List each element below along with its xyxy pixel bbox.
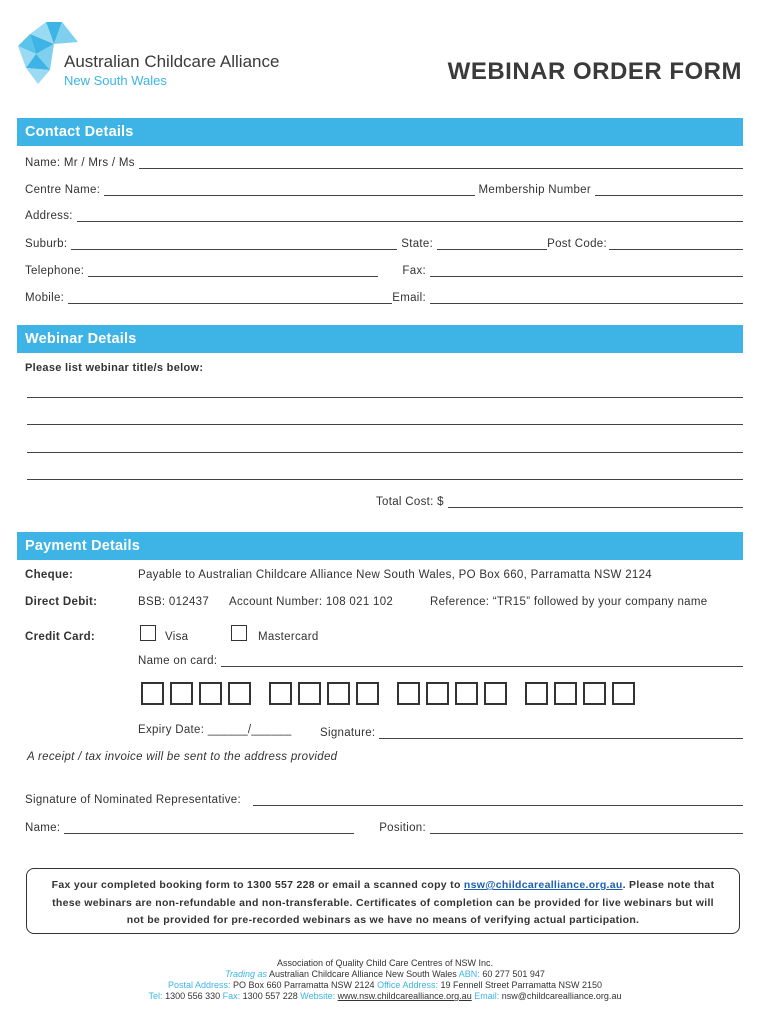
footer-email-label: Email: [474,991,500,1001]
expiry-date-field[interactable]: Expiry Date: ______/______ [138,724,292,736]
rep-signature-label: Signature of Nominated Representative: [25,794,241,806]
membership-field[interactable] [595,184,743,196]
footer-association: Association of Quality Child Care Centres of NSW Inc. [276,958,494,968]
mastercard-label: Mastercard [258,631,319,643]
address-field[interactable] [77,210,743,222]
footer-postal: PO Box 660 Parramatta NSW 2124 [233,980,375,990]
notice-line-3: not be provided for pre-recorded webinars as we have no means of verifying actual participation. [126,914,640,926]
org-subtitle: New South Wales [64,73,167,88]
rep-signature-field[interactable] [253,794,743,806]
suburb-field[interactable] [71,238,397,250]
payment-details-heading: Payment Details [17,532,743,560]
footer-trading-line [0,969,770,981]
fax-field[interactable] [430,265,743,277]
reference-text: Reference: “TR15” followed by your company name [430,596,708,608]
card-digit-box[interactable] [170,682,193,705]
name-on-card-row [138,651,743,667]
suburb-row [25,234,743,250]
name-row [25,153,743,169]
card-digit-box[interactable] [554,682,577,705]
address-label: Address: [25,210,73,222]
footer-address-line [0,980,770,992]
footer-contact-line [0,991,770,1003]
total-cost-field[interactable] [448,496,743,508]
notice-email-link[interactable]: nsw@childcarealliance.org.au [463,879,623,891]
card-digit-box[interactable] [612,682,635,705]
contact-details-heading: Contact Details [17,118,743,146]
card-digit-box[interactable] [525,682,548,705]
mobile-label: Mobile: [25,292,65,304]
state-label: State: [401,238,434,250]
card-signature-label: Signature: [320,727,376,739]
card-digit-box[interactable] [484,682,507,705]
name-label: Name: Mr / Mrs / Ms [25,157,135,169]
footer-email[interactable]: nsw@childcarealliance.org.au [501,991,622,1001]
card-digit-box[interactable] [583,682,606,705]
visa-label: Visa [165,631,189,643]
footer-website-link[interactable]: www.nsw.childcarealliance.org.au [337,991,472,1001]
membership-label: Membership Number [478,184,591,196]
footer-office: 19 Fennell Street Parramatta NSW 2150 [440,980,603,990]
name-on-card-field[interactable] [221,655,743,667]
notice-line-1-end: . Please note that [622,879,715,891]
mastercard-checkbox[interactable] [231,625,247,641]
email-field[interactable] [430,292,743,304]
page-title: WEBINAR ORDER FORM [447,58,742,85]
rep-name-field[interactable] [64,822,354,834]
footer-abn-label: ABN: [458,969,480,979]
telephone-label: Telephone: [25,265,85,277]
card-digit-box[interactable] [455,682,478,705]
footer-postal-label: Postal Address: [167,980,231,990]
card-digit-box[interactable] [298,682,321,705]
footer-office-label: Office Address: [377,980,438,990]
mobile-field[interactable] [68,292,392,304]
fax-label: Fax: [402,265,426,277]
total-cost-label: Total Cost: $ [376,496,444,508]
org-name: Australian Childcare Alliance [64,52,280,71]
footer-trading-name: Australian Childcare Alliance New South Wales [269,969,457,979]
card-digit-box[interactable] [269,682,292,705]
submission-notice [26,868,740,934]
footer-abn: 60 277 501 947 [482,969,545,979]
direct-debit-label: Direct Debit: [25,596,98,608]
bsb-text: BSB: 012437 [138,596,210,608]
rep-position-field[interactable] [430,822,743,834]
name-on-card-label: Name on card: [138,655,218,667]
visa-checkbox[interactable] [140,625,156,641]
mobile-row [25,288,743,304]
notice-line-1: Fax your completed booking form to 1300 557 228 or email a scanned copy to [51,879,464,891]
receipt-note: A receipt / tax invoice will be sent to the address provided [27,751,338,763]
suburb-label: Suburb: [25,238,68,250]
footer-fax-label: Fax: [222,991,241,1001]
card-digit-box[interactable] [141,682,164,705]
card-digit-box[interactable] [397,682,420,705]
webinar-details-heading: Webinar Details [17,325,743,353]
card-signature-row [320,723,743,739]
notice-line-2: these webinars are non-refundable and non-transferable. Certificates of completion can be provided for live webinars but will [52,896,714,909]
footer-tel-label: Tel: [148,991,163,1001]
credit-card-label: Credit Card: [25,631,96,643]
postcode-field[interactable] [609,238,743,250]
footer-trading-label: Trading as [225,969,267,979]
footer-fax: 1300 557 228 [242,991,298,1001]
card-digit-box[interactable] [356,682,379,705]
total-cost-row [376,492,743,508]
cheque-text: Payable to Australian Childcare Alliance New South Wales, PO Box 660, Parramatta NSW 2124 [138,569,652,581]
centre-label: Centre Name: [25,184,101,196]
card-digit-box[interactable] [228,682,251,705]
rep-position-label: Position: [379,822,426,834]
telephone-field[interactable] [88,265,378,277]
rep-name-label: Name: [25,822,61,834]
state-field[interactable] [437,238,547,250]
telephone-row [25,261,743,277]
name-field[interactable] [139,157,743,169]
webinar-title-line-2[interactable] [27,424,743,425]
cheque-label: Cheque: [25,569,74,581]
webinar-title-line-3[interactable] [27,452,743,453]
postcode-label: Post Code: [547,238,607,250]
centre-field[interactable] [104,184,474,196]
card-signature-field[interactable] [379,727,743,739]
card-digit-box[interactable] [426,682,449,705]
webinar-title-line-4[interactable] [27,479,743,480]
centre-row [25,180,743,196]
webinar-instruction: Please list webinar title/s below: [25,362,204,374]
rep-name-row [25,818,743,834]
address-row [25,206,743,222]
account-number-text: Account Number: 108 021 102 [229,596,394,608]
rep-signature-row [25,790,743,806]
email-label: Email: [392,292,426,304]
footer-tel: 1300 556 330 [165,991,221,1001]
webinar-title-line-1[interactable] [27,397,743,398]
footer-website-label: Website: [300,991,336,1001]
card-digit-box[interactable] [327,682,350,705]
card-digit-box[interactable] [199,682,222,705]
